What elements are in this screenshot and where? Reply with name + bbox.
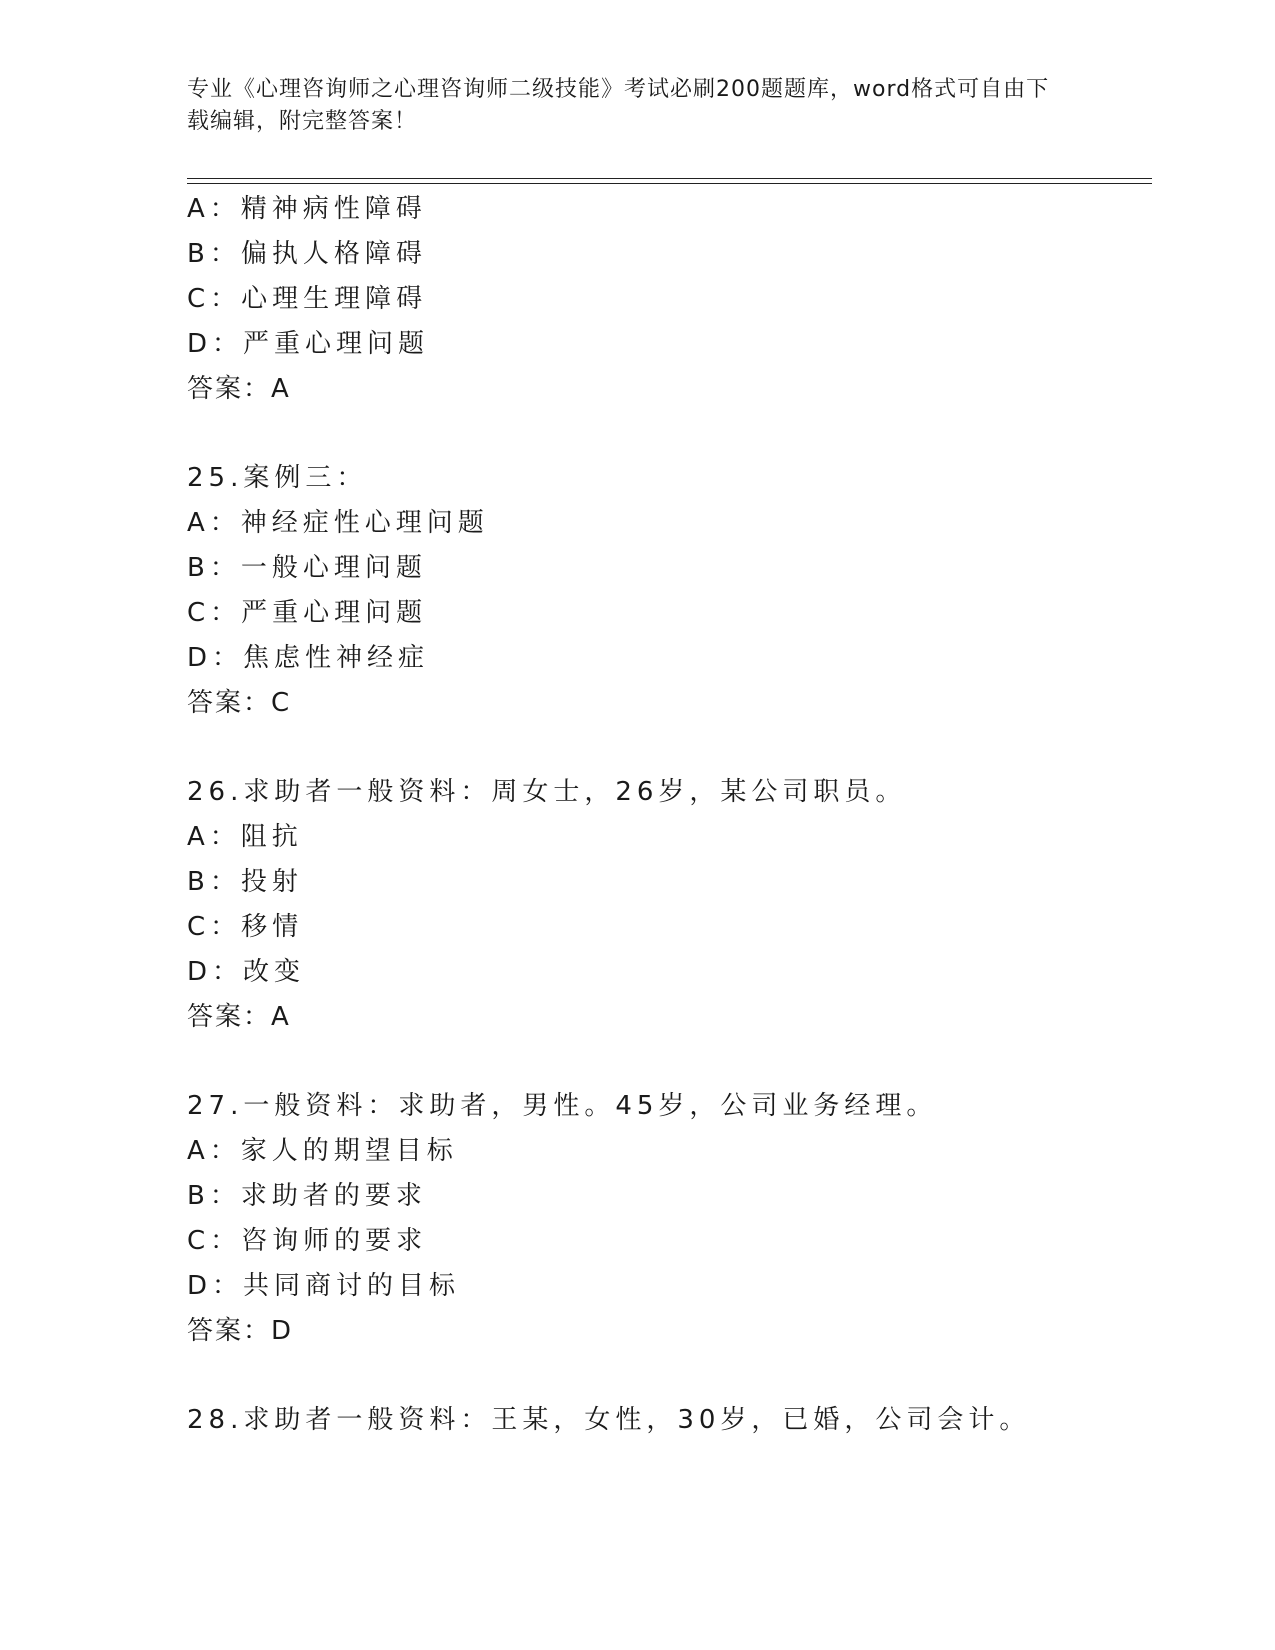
- q28-stem: 28.求助者一般资料：王某，女性，30岁，已婚，公司会计。: [187, 1405, 1031, 1435]
- q26-option-b: B：投射: [187, 867, 303, 897]
- q27-option-c: C：咨询师的要求: [187, 1226, 428, 1256]
- q24-option-c: C：心理生理障碍: [187, 284, 428, 314]
- header-divider-bottom: [187, 183, 1152, 184]
- document-header: 专业《心理咨询师之心理咨询师二级技能》考试必刷200题题库，word格式可自由下载编辑，附完整答案！: [187, 77, 1050, 134]
- q25-option-a: A：神经症性心理问题: [187, 508, 489, 538]
- q27-stem: 27.一般资料：求助者，男性。45岁，公司业务经理。: [187, 1091, 938, 1121]
- q26-stem: 26.求助者一般资料：周女士，26岁，某公司职员。: [187, 777, 907, 807]
- q24-option-a: A：精神病性障碍: [187, 194, 427, 224]
- q26-option-d: D：改变: [187, 957, 306, 987]
- q27-option-d: D：共同商讨的目标: [187, 1271, 461, 1301]
- q25-option-b: B：一般心理问题: [187, 553, 427, 583]
- q25-option-c: C：严重心理问题: [187, 598, 428, 628]
- q27-option-a: A：家人的期望目标: [187, 1136, 458, 1166]
- q24-option-d: D：严重心理问题: [187, 329, 430, 359]
- q26-option-a: A：阻抗: [187, 822, 303, 852]
- q25-stem: 25.案例三：: [187, 463, 368, 493]
- q26-option-c: C：移情: [187, 912, 304, 942]
- q27-answer: 答案：D: [187, 1316, 294, 1346]
- q24-answer: 答案：A: [187, 374, 291, 404]
- q25-answer: 答案：C: [187, 688, 292, 718]
- q26-answer: 答案：A: [187, 1002, 291, 1032]
- header-divider-top: [187, 178, 1152, 179]
- q27-option-b: B：求助者的要求: [187, 1181, 427, 1211]
- q25-option-d: D：焦虑性神经症: [187, 643, 430, 673]
- q24-option-b: B：偏执人格障碍: [187, 239, 427, 269]
